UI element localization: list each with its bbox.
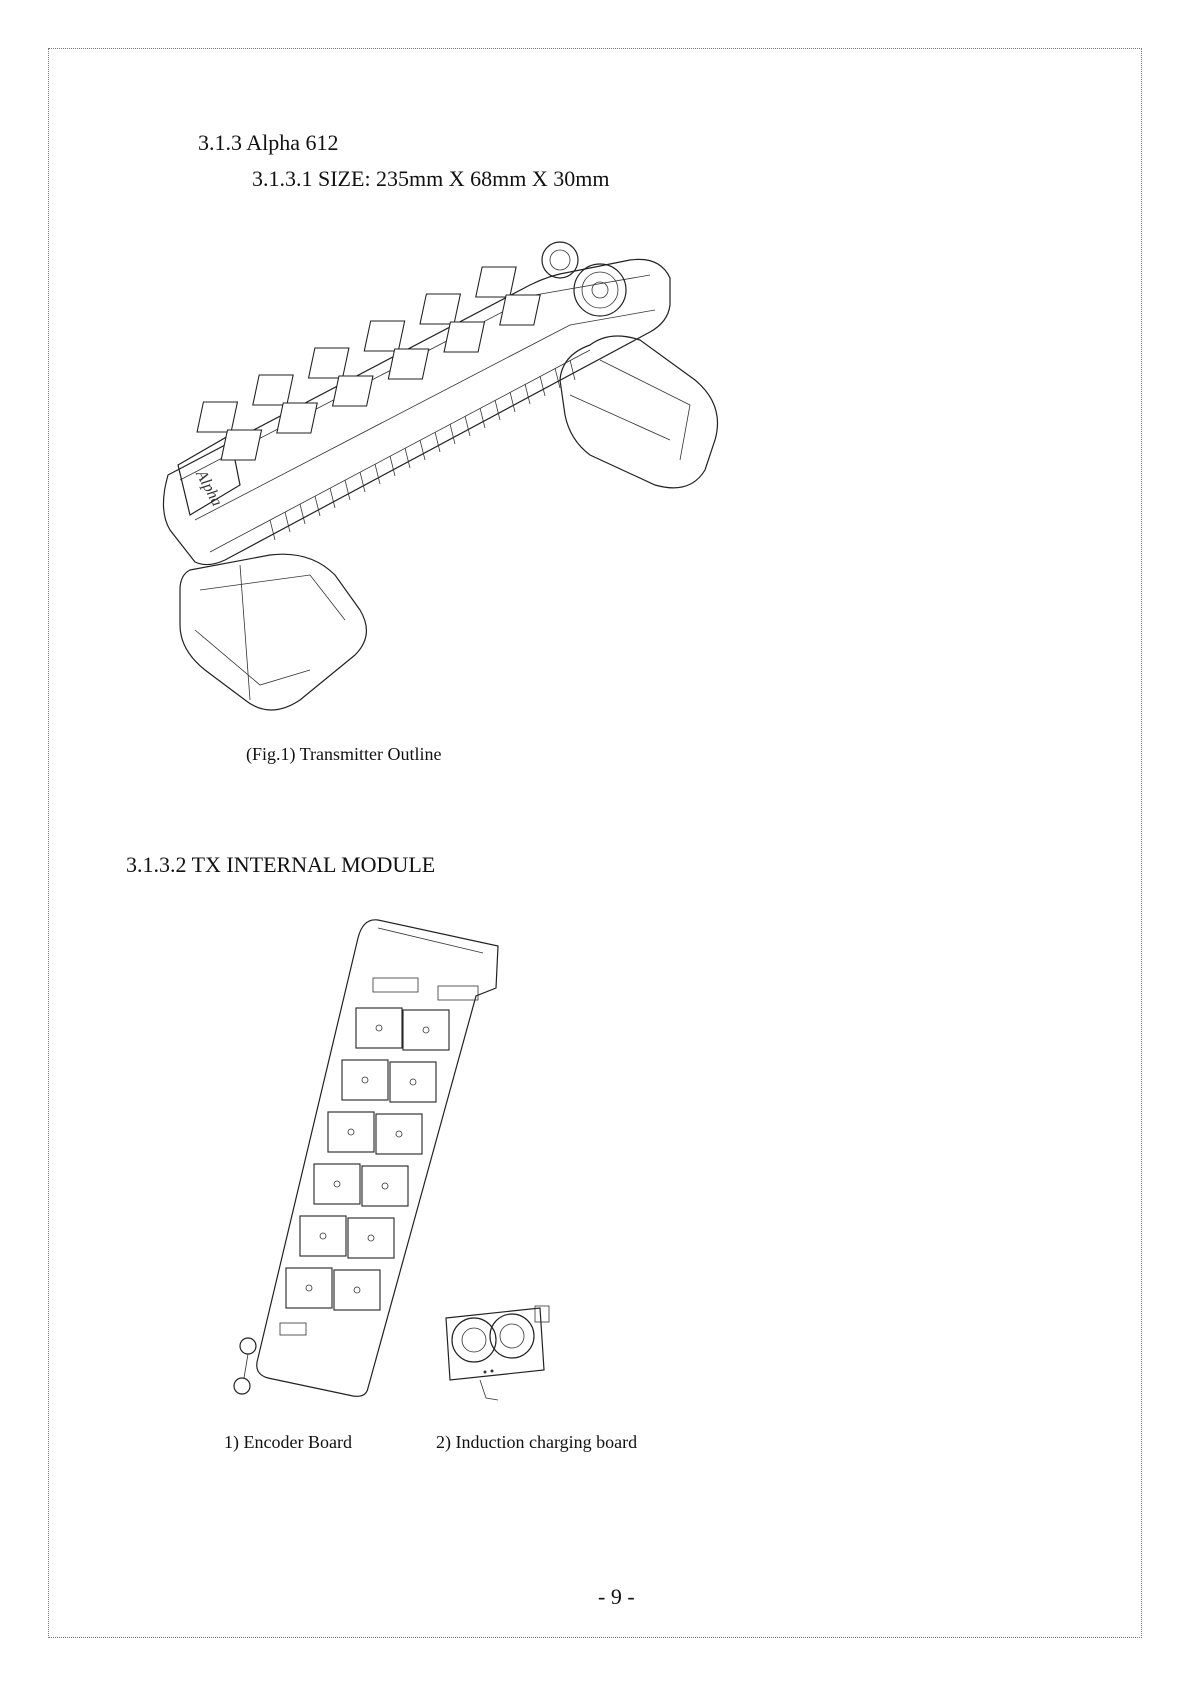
section-heading: 3.1.3 Alpha 612 — [198, 130, 339, 155]
transmitter-outline-drawing — [150, 230, 730, 720]
size-line: 3.1.3.1 SIZE: 235mm X 68mm X 30mm — [252, 166, 610, 191]
page-number: - 9 - — [598, 1584, 635, 1609]
internal-module-heading: 3.1.3.2 TX INTERNAL MODULE — [126, 852, 436, 877]
induction-board-caption: 2) Induction charging board — [436, 1432, 638, 1452]
svg-text:Alpha: Alpha — [192, 467, 226, 510]
figure-1-caption: (Fig.1) Transmitter Outline — [246, 744, 442, 764]
induction-charging-board-drawing — [440, 1300, 570, 1405]
encoder-board-caption: 1) Encoder Board — [224, 1432, 352, 1452]
